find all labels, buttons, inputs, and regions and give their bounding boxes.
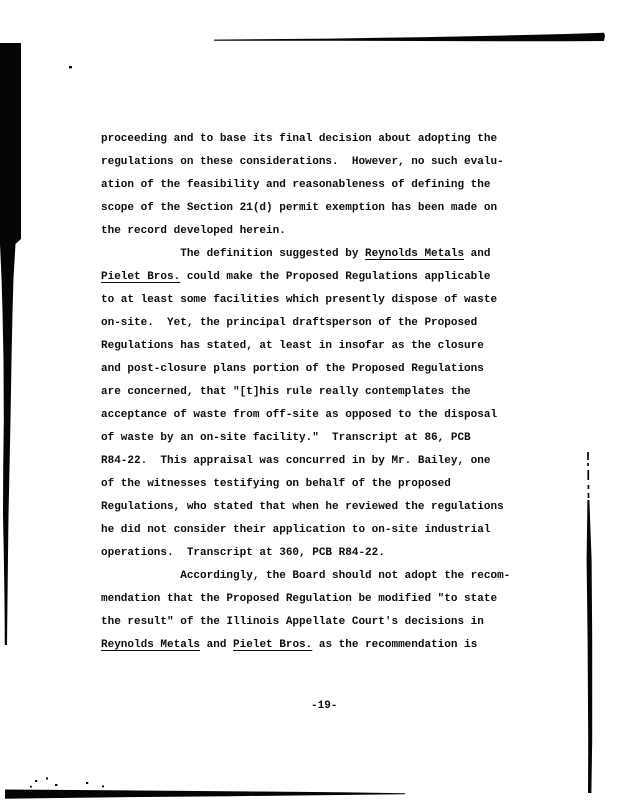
scan-left-bar [0, 43, 21, 645]
scan-right-dash [588, 485, 590, 489]
text-line [101, 588, 531, 611]
text-segment: of waste by an on-site facility." Transcript at 86, PCB [101, 432, 471, 444]
text-segment: Regulations, who stated that when he reviewed the regulations [101, 501, 504, 513]
text-segment: The definition suggested by [101, 248, 366, 260]
text-line [101, 197, 531, 220]
text-line [101, 289, 531, 312]
text-segment: to at least some facilities which presently dispose of waste [101, 294, 498, 306]
text-block [101, 128, 531, 657]
text-segment: are concerned, that "[t]his rule really contemplates the [101, 386, 471, 398]
text-line [101, 151, 531, 174]
scan-right-dash [587, 470, 589, 480]
text-segment: and [200, 639, 234, 651]
case-citation: Reynolds Metals [365, 248, 465, 260]
text-segment: R84-22. This appraisal was concurred in by Mr. Bailey, one [101, 455, 491, 467]
scan-top-line [214, 33, 605, 41]
text-segment: the record developed herein. [101, 225, 286, 237]
scan-speck [35, 780, 37, 782]
text-segment: ation of the feasibility and reasonableness of defining the [101, 179, 491, 191]
case-citation: Pielet Bros. [233, 639, 313, 651]
text-line [101, 174, 531, 197]
text-segment: acceptance of waste from off-site as opposed to the disposal [101, 409, 498, 421]
text-segment: Regulations has stated, at least in insofar as the closure [101, 340, 484, 352]
scan-speck [46, 778, 48, 780]
text-segment: and [464, 248, 491, 260]
text-segment: as the recommendation is [312, 639, 478, 651]
text-segment: on-site. Yet, the principal draftsperson of the Proposed [101, 317, 478, 329]
text-segment: regulations on these considerations. However, no such evalu- [101, 156, 504, 168]
scan-speck [30, 786, 32, 788]
scan-bottom-bar [5, 790, 405, 799]
text-line [101, 335, 531, 358]
scan-right-dash [587, 452, 589, 460]
text-line [101, 128, 531, 151]
text-segment: of the witnesses testifying on behalf of the proposed [101, 478, 451, 490]
text-segment: Accordingly, the Board should not adopt the recom- [101, 570, 511, 582]
text-line [101, 519, 531, 542]
scan-speck [69, 66, 72, 68]
text-segment: scope of the Section 21(d) permit exemption has been made on [101, 202, 498, 214]
text-segment: the result" of the Illinois Appellate Court's decisions in [101, 616, 484, 628]
case-citation: Pielet Bros. [101, 271, 181, 283]
text-line [101, 496, 531, 519]
scan-speck [86, 782, 88, 784]
text-segment: and post-closure plans portion of the Proposed Regulations [101, 363, 484, 375]
text-line [101, 312, 531, 335]
page-number: -19- [311, 700, 338, 712]
scan-right-dash [588, 493, 590, 498]
text-line [101, 427, 531, 450]
scan-speck [102, 786, 104, 788]
text-line [101, 611, 531, 634]
text-line [101, 220, 531, 243]
text-line [101, 450, 531, 473]
case-citation: Reynolds Metals [101, 639, 201, 651]
text-line [101, 266, 531, 289]
text-segment: mendation that the Proposed Regulation be modified "to state [101, 593, 498, 605]
text-line [101, 473, 531, 496]
text-line [101, 243, 531, 266]
text-segment: proceeding and to base its final decision about adopting the [101, 133, 498, 145]
scan-right-dash [587, 463, 589, 466]
text-line [101, 381, 531, 404]
scan-speck [55, 784, 57, 786]
text-line [101, 634, 531, 657]
text-line [101, 358, 531, 381]
text-segment: could make the Proposed Regulations applicable [180, 271, 491, 283]
text-segment: operations. Transcript at 360, PCB R84-22. [101, 547, 385, 559]
text-line [101, 404, 531, 427]
text-line [101, 542, 531, 565]
text-line [101, 565, 531, 588]
text-segment: he did not consider their application to on-site industrial [101, 524, 491, 536]
scan-right-line [587, 500, 593, 793]
